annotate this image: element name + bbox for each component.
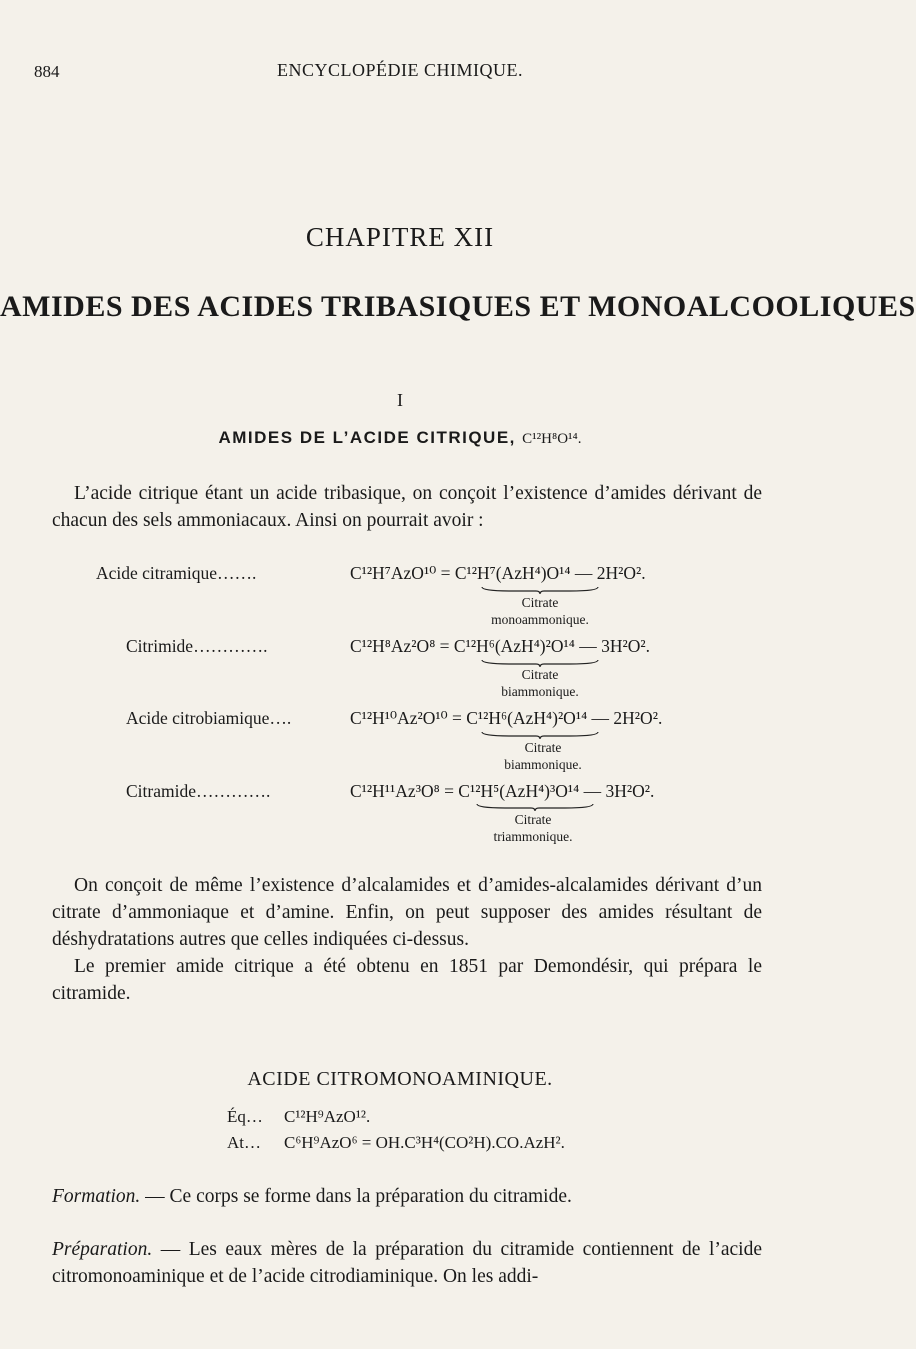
formation-paragraph xyxy=(52,1183,762,1210)
section-title-text: AMIDES DE L’ACIDE CITRIQUE, xyxy=(218,428,516,447)
section-formula: C¹²H⁸O¹⁴. xyxy=(522,431,582,447)
formation-label: Formation. xyxy=(52,1186,141,1207)
equation-name: Acide citramique……. xyxy=(96,563,257,583)
at-formula: C⁶H⁹AzO⁶ = OH.C³H⁴(CO²H).CO.AzH². xyxy=(284,1133,565,1152)
chapter-number: CHAPITRE XII xyxy=(305,222,495,252)
preparation-label: Préparation. xyxy=(52,1239,153,1260)
subsection-title: ACIDE CITROMONOAMINIQUE. xyxy=(247,1068,553,1090)
equation-note: biammonique. xyxy=(501,684,579,699)
preparation-paragraph xyxy=(52,1236,762,1290)
equation-name: Citramide…………. xyxy=(126,781,271,801)
brace-icon xyxy=(480,731,600,739)
chapter-title: AMIDES DES ACIDES TRIBASIQUES ET MONOALCOOLIQUES xyxy=(0,290,916,323)
equation-formula: C¹²H¹¹Az³O⁸ = C¹²H⁵(AzH⁴)³O¹⁴ — 3H²O². xyxy=(350,781,655,801)
equation-note: Citrate xyxy=(524,740,562,755)
equation-formula: C¹²H⁷AzO¹⁰ = C¹²H⁷(AzH⁴)O¹⁴ — 2H²O². xyxy=(350,563,646,583)
section-title xyxy=(0,428,800,448)
equation-note: Citrate xyxy=(521,595,559,610)
intro-paragraph: L’acide citrique étant un acide tribasique, on conçoit l’existence d’amides dérivant de chacun des sels ammoniacaux. Ainsi on pourrait avoir : xyxy=(52,483,762,531)
eq-formula: C¹²H⁹AzO¹². xyxy=(284,1107,371,1126)
equation-note: monoammonique. xyxy=(491,612,589,627)
paragraph-three: Le premier amide citrique a été obtenu en 1851 par Demondésir, qui prépara le citramide. xyxy=(52,956,762,1004)
equation-note: Citrate xyxy=(514,812,552,827)
formation-text: — Ce corps se forme dans la préparation du citramide. xyxy=(145,1186,572,1207)
page-number: 884 xyxy=(34,62,60,81)
equation-name: Citrimide…………. xyxy=(126,636,268,656)
section-number: I xyxy=(397,390,403,410)
equation-formula: C¹²H¹⁰Az²O¹⁰ = C¹²H⁶(AzH⁴)²O¹⁴ — 2H²O². xyxy=(350,708,663,728)
equation-note: Citrate xyxy=(521,667,559,682)
brace-icon xyxy=(480,586,600,594)
equation-note: biammonique. xyxy=(504,757,582,772)
equation-note: triammonique. xyxy=(493,829,573,844)
equation-name: Acide citrobiamique…. xyxy=(126,708,292,728)
brace-icon xyxy=(475,803,595,811)
running-title: ENCYCLOPÉDIE CHIMIQUE. xyxy=(277,60,523,80)
paragraph-two: On conçoit de même l’existence d’alcalamides et d’amides-alcalamides dérivant d’un citrate d’ammoniaque et d’amine. Enfin, on peut supposer des amides résultant de déshydratations autres que celles indiquées ci-dessus. xyxy=(52,875,762,950)
eq-label: Éq… xyxy=(227,1107,263,1126)
preparation-text: — Les eaux mères de la préparation du citramide contiennent de l’acide citromonoaminique et de l’acide citrodiaminique. On les addi- xyxy=(52,1239,762,1287)
at-label: At… xyxy=(227,1133,261,1152)
equation-formula: C¹²H⁸Az²O⁸ = C¹²H⁶(AzH⁴)²O¹⁴ — 3H²O². xyxy=(350,636,650,656)
